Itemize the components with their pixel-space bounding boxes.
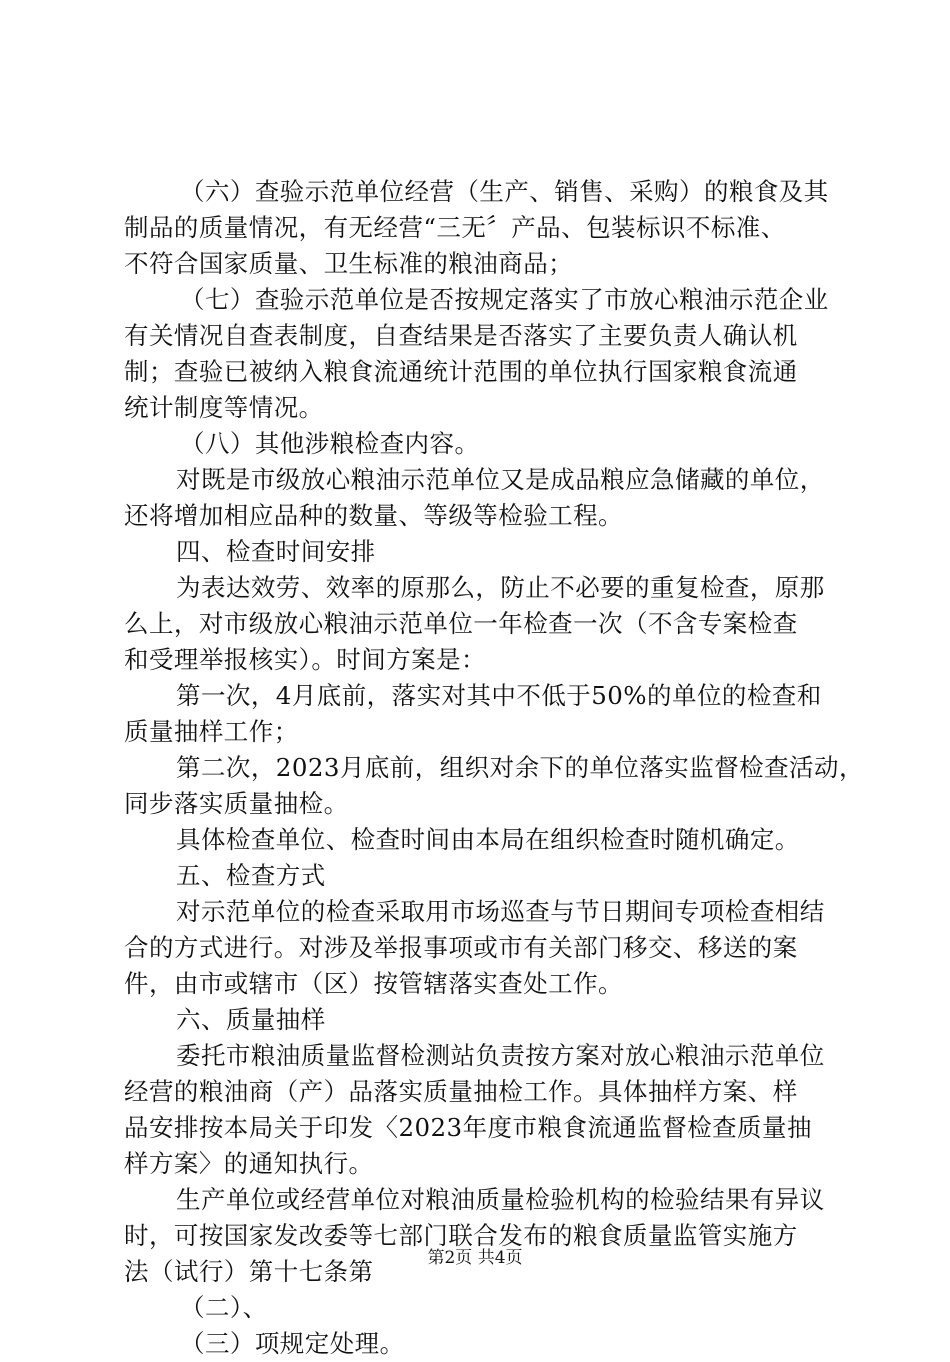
page-number-footer: 第2页 共4页 [427,1248,523,1268]
document-body [124,174,864,1362]
paragraph-line: （三）项规定处理。 [180,1329,405,1358]
paragraph-line: （二）、 [180,1293,268,1322]
paragraph-line: 具体检查单位、检查时间由本局在组织检查时随机确定。 [176,825,800,854]
paragraph-line: 生产单位或经营单位对粮油质量检验机构的检验结果有异议 [176,1185,825,1214]
paragraph-line: （六）查验示范单位经营（生产、销售、采购）的粮食及其 [180,177,829,206]
paragraph-line: 对既是市级放心粮油示范单位又是成品粮应急储藏的单位， [176,465,825,494]
paragraph-line: （七）查验示范单位是否按规定落实了市放心粮油示范企业 [180,285,829,314]
paragraph-line: 经营的粮油商（产）品落实质量抽检工作。具体抽样方案、样 [124,1077,798,1106]
paragraph-line: 品安排按本局关于印发〈2023年度市粮食流通监督检查质量抽 [124,1113,812,1142]
paragraph-line: 为表达效劳、效率的原那么，防止不必要的重复检查，原那 [176,573,825,602]
paragraph-line: 制品的质量情况，有无经营“三无〞产品、包装标识不标准、 [124,213,786,242]
paragraph-line: 四、检查时间安排 [176,537,376,566]
paragraph-line: 还将增加相应品种的数量、等级等检验工程。 [124,501,623,530]
paragraph-line: （八）其他涉粮检查内容。 [180,429,480,458]
paragraph-line: 质量抽样工作； [124,717,299,746]
paragraph-line: 件，由市或辖市（区）按管辖落实查处工作。 [124,969,623,998]
paragraph-line: 统计制度等情况。 [124,393,324,422]
paragraph-line: 时，可按国家发改委等七部门联合发布的粮食质量监管实施方 [124,1221,798,1250]
paragraph-line: 同步落实质量抽检。 [124,789,349,818]
paragraph-line: 六、质量抽样 [176,1005,326,1034]
paragraph-line: 第一次，4月底前，落实对其中不低于50%的单位的检查和 [176,681,822,710]
paragraph-line: 和受理举报核实）。时间方案是： [124,645,486,674]
paragraph-line: 么上，对市级放心粮油示范单位一年检查一次（不含专案检查 [124,609,798,638]
paragraph-line: 法（试行）第十七条第 [124,1257,374,1286]
paragraph-line: 合的方式进行。对涉及举报事项或市有关部门移交、移送的案 [124,933,798,962]
paragraph-line: 制；查验已被纳入粮食流通统计范围的单位执行国家粮食流通 [124,357,798,386]
paragraph-line: 样方案〉的通知执行。 [124,1149,374,1178]
paragraph-line: 第二次，2023月底前，组织对余下的单位落实监督检查活动， [176,753,864,782]
paragraph-line: 委托市粮油质量监督检测站负责按方案对放心粮油示范单位 [176,1041,825,1070]
paragraph-line: 五、检查方式 [176,861,326,890]
paragraph-line: 不符合国家质量、卫生标准的粮油商品； [124,249,574,278]
paragraph-line: 有关情况自查表制度，自查结果是否落实了主要负责人确认机 [124,321,798,350]
paragraph-line: 对示范单位的检查采取用市场巡查与节日期间专项检查相结 [176,897,825,926]
